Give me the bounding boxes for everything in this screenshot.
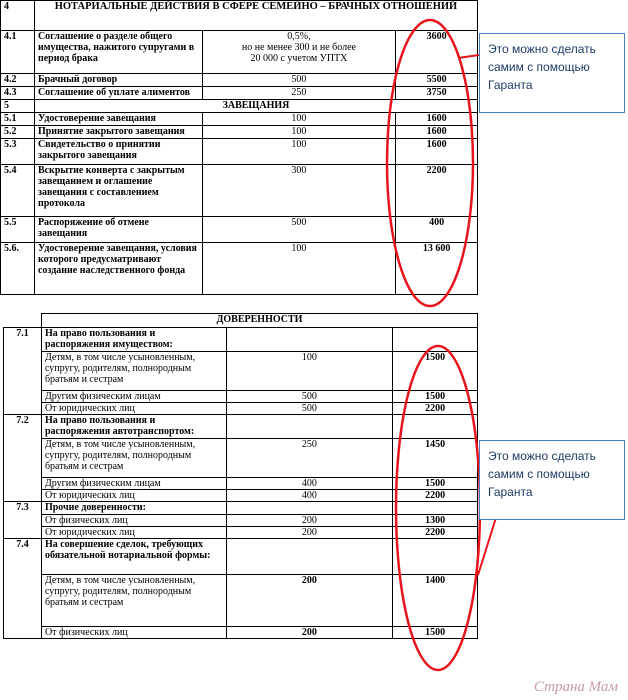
row-total: 1450: [393, 439, 478, 478]
row-rate: 400: [226, 490, 393, 502]
row-number: 4.3: [1, 87, 35, 100]
section-title: ДОВЕРЕННОСТИ: [41, 314, 477, 328]
row-rate: 200: [226, 627, 393, 639]
row-name: От физических лиц: [41, 627, 226, 639]
row-name: От юридических лиц: [41, 490, 226, 502]
row-total: 1600: [396, 139, 478, 165]
row-name: Брачный договор: [34, 74, 202, 87]
row-total: 1600: [396, 126, 478, 139]
row-name: От физических лиц: [41, 515, 226, 527]
row-rate: 100: [202, 126, 395, 139]
group-number: 7.1: [4, 328, 42, 415]
section-title: НОТАРИАЛЬНЫЕ ДЕЙСТВИЯ В СФЕРЕ СЕМЕЙНО – БРАЧНЫХ ОТНОШЕНИЙ: [34, 1, 477, 31]
group-number: 7.3: [4, 502, 42, 539]
callout-box-bottom: [479, 440, 625, 520]
row-name: Другим физическим лицам: [41, 391, 226, 403]
row-name: Удостоверение завещания: [34, 113, 202, 126]
row-name: Принятие закрытого завещания: [34, 126, 202, 139]
row-rate: 200: [226, 575, 393, 627]
row-rate: 500: [202, 217, 395, 243]
row-total: 2200: [396, 165, 478, 217]
row-name: Свидетельство о принятии закрытого завещания: [34, 139, 202, 165]
row-rate: 250: [226, 439, 393, 478]
row-total: 1500: [393, 478, 478, 490]
highlight-ellipse-bottom: [396, 346, 480, 670]
row-total: 3600: [396, 31, 478, 74]
callout-box-top: [479, 33, 625, 113]
row-number: 4.2: [1, 74, 35, 87]
row-number: 5.6.: [1, 243, 35, 295]
row-rate: 500: [202, 74, 395, 87]
group-heading: На совершение сделок, требующих обязательной нотариальной формы:: [41, 539, 226, 575]
group-heading: На право пользования и распоряжения автотранспортом:: [41, 415, 226, 439]
row-rate: 100: [226, 352, 393, 391]
row-total: 1500: [393, 391, 478, 403]
row-total: 3750: [396, 87, 478, 100]
row-total: 2200: [393, 527, 478, 539]
row-rate: 400: [226, 478, 393, 490]
callout-text: Это можно сделать самим с помощью Гаранта: [488, 449, 596, 499]
row-rate: 500: [226, 403, 393, 415]
row-name: От юридических лиц: [41, 403, 226, 415]
section-title: ЗАВЕЩАНИЯ: [34, 100, 477, 113]
group-number: 7.4: [4, 539, 42, 639]
group-number: 7.2: [4, 415, 42, 502]
section-number: 4: [1, 1, 35, 31]
row-name: Детям, в том числе усыновленным, супругу, родителям, полнородным братьям и сестрам: [41, 352, 226, 391]
row-rate: 200: [226, 527, 393, 539]
row-name: Соглашение об уплате алиментов: [34, 87, 202, 100]
row-total: 1600: [396, 113, 478, 126]
row-total: 1500: [393, 627, 478, 639]
row-rate: 100: [202, 139, 395, 165]
row-name: Соглашение о разделе общего имущества, нажитого супругами в период брака: [34, 31, 202, 74]
row-name: Детям, в том числе усыновленным, супругу, родителям, полнородным братьям и сестрам: [41, 575, 226, 627]
watermark: Страна Мам: [533, 679, 618, 695]
row-number: 5.1: [1, 113, 35, 126]
row-name: Удостоверение завещания, условия которого предусматривают создание наследственного фонда: [34, 243, 202, 295]
row-rate: 100: [202, 243, 395, 295]
row-total: 1300: [393, 515, 478, 527]
row-total: 2200: [393, 490, 478, 502]
row-number: 4.1: [1, 31, 35, 74]
row-number: 5.4: [1, 165, 35, 217]
row-name: Детям, в том числе усыновленным, супругу, родителям, полнородным братьям и сестрам: [41, 439, 226, 478]
row-rate: 500: [226, 391, 393, 403]
highlight-ellipse-top: [387, 20, 473, 306]
row-name: Другим физическим лицам: [41, 478, 226, 490]
row-total: 400: [396, 217, 478, 243]
row-rate: 0,5%, но не менее 300 и не более 20 000 с учетом УПТХ: [202, 31, 395, 74]
row-rate: 100: [202, 113, 395, 126]
row-rate: 200: [226, 515, 393, 527]
row-total: 13 600: [396, 243, 478, 295]
row-total: 1500: [393, 352, 478, 391]
row-total: 2200: [393, 403, 478, 415]
row-number: 5.5: [1, 217, 35, 243]
row-name: От юридических лиц: [41, 527, 226, 539]
group-heading: На право пользования и распоряжения имуществом:: [41, 328, 226, 352]
group-heading: Прочие доверенности:: [41, 502, 226, 515]
callout-text: Это можно сделать самим с помощью Гаранта: [488, 42, 596, 92]
section-number: 5: [1, 100, 35, 113]
row-number: 5.3: [1, 139, 35, 165]
row-name: Распоряжение об отмене завещания: [34, 217, 202, 243]
row-rate: 300: [202, 165, 395, 217]
row-rate: 250: [202, 87, 395, 100]
row-total: 1400: [393, 575, 478, 627]
row-number: 5.2: [1, 126, 35, 139]
row-total: 5500: [396, 74, 478, 87]
row-name: Вскрытие конверта с закрытым завещанием и оглашение завещания с составлением протокола: [34, 165, 202, 217]
arrow-line-top: [458, 55, 479, 58]
